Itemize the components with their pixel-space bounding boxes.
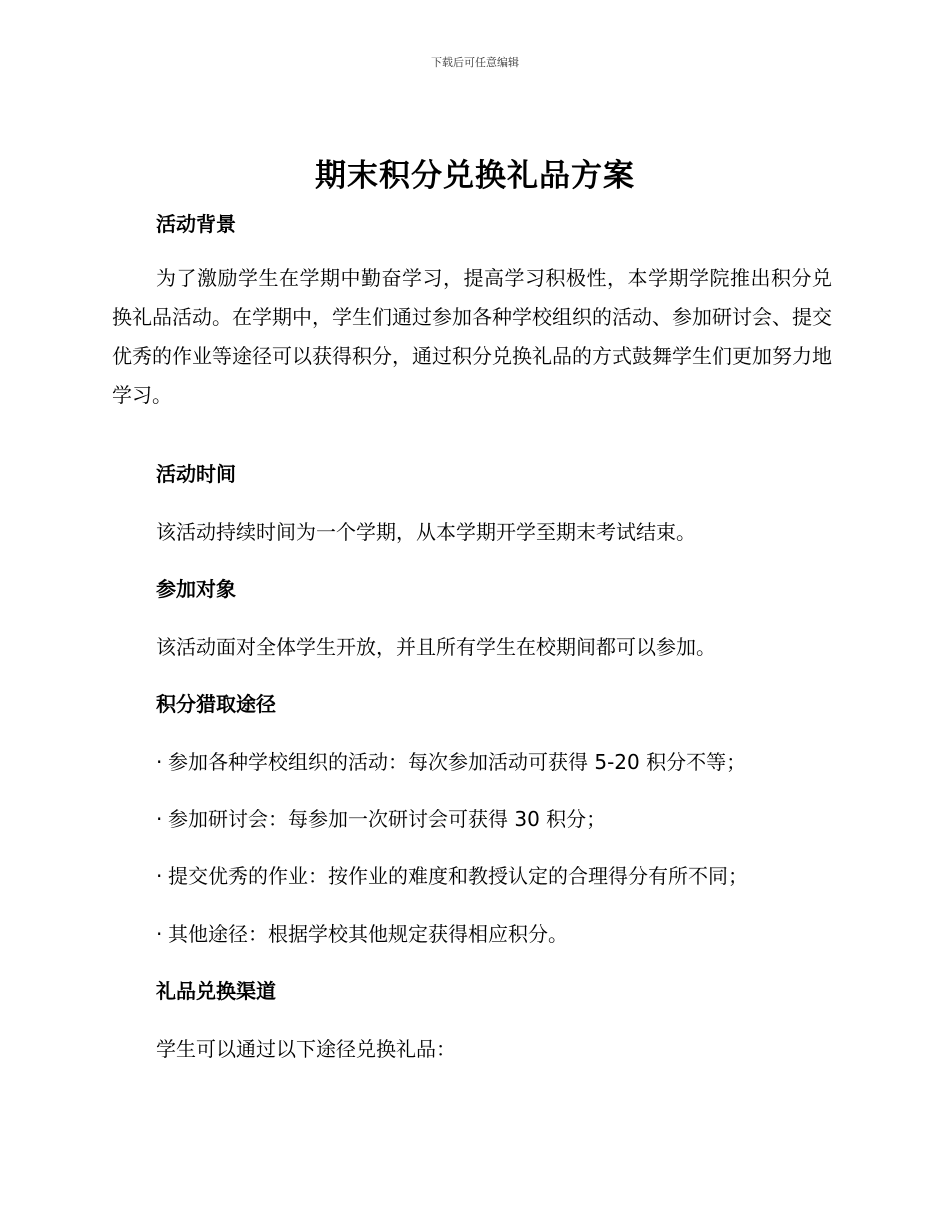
earning-list-item bbox=[156, 746, 876, 775]
page-header-note: 下载后可任意编辑 bbox=[431, 56, 519, 69]
background-paragraph: 为了激励学生在学期中勤奋学习，提高学习积极性，本学期学院推出积分兑换礼品活动。在学期中，学生们通过参加各种学校组织的活动、参加研讨会、提交优秀的作业等途径可以获得积分，通过积分兑换礼品的方式鼓舞学生们更加努力地学习。 bbox=[112, 266, 832, 407]
bullet-icon: · bbox=[156, 807, 163, 831]
earning-item-text: 参加各种学校组织的活动：每次参加活动可获得 5-20 积分不等； bbox=[168, 750, 747, 774]
earning-list-item bbox=[156, 918, 876, 947]
redemption-text: 学生可以通过以下途径兑换礼品： bbox=[156, 1037, 456, 1061]
bullet-icon: · bbox=[156, 922, 163, 946]
earning-item-text: 提交优秀的作业：按作业的难度和教授认定的合理得分有所不同； bbox=[168, 864, 748, 888]
earning-list-item bbox=[156, 860, 876, 889]
earning-item-text: 其他途径：根据学校其他规定获得相应积分。 bbox=[168, 922, 568, 946]
section-heading-redemption: 礼品兑换渠道 bbox=[156, 979, 276, 1003]
earning-list-item bbox=[156, 803, 876, 832]
section-heading-participants: 参加对象 bbox=[156, 577, 236, 601]
section-heading-earning: 积分猎取途径 bbox=[156, 692, 276, 716]
participants-text: 该活动面对全体学生开放，并且所有学生在校期间都可以参加。 bbox=[156, 635, 716, 659]
bullet-icon: · bbox=[156, 864, 163, 888]
bullet-icon: · bbox=[156, 750, 163, 774]
section-heading-time: 活动时间 bbox=[156, 462, 236, 486]
section-heading-background: 活动背景 bbox=[156, 212, 236, 236]
earning-item-text: 参加研讨会：每参加一次研讨会可获得 30 积分； bbox=[168, 807, 607, 831]
time-text: 该活动持续时间为一个学期，从本学期开学至期末考试结束。 bbox=[156, 520, 696, 544]
document-title: 期末积分兑换礼品方案 bbox=[315, 158, 635, 194]
